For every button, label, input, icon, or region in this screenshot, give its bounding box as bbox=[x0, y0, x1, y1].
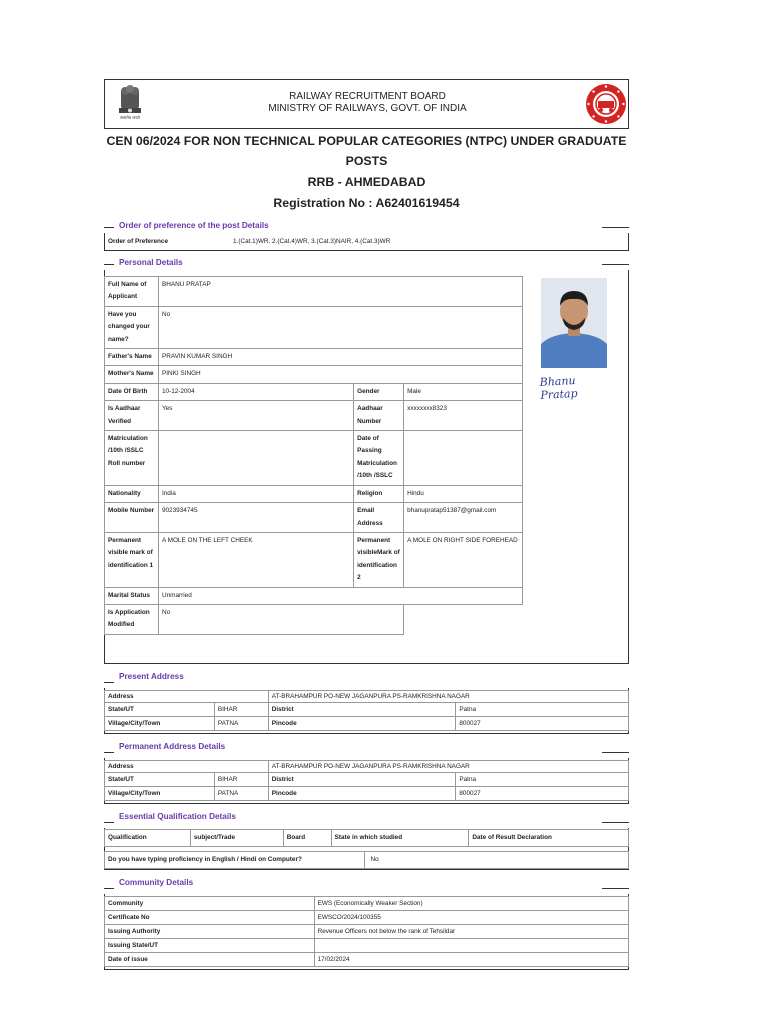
exam-title-line1: CEN 06/2024 FOR NON TECHNICAL POPULAR CATEGORIES (NTPC) UNDER GRADUATE bbox=[106, 134, 627, 148]
typing-value: No bbox=[364, 852, 628, 869]
permanent-state-label: State/UT bbox=[105, 773, 215, 787]
present-pincode-value: 800027 bbox=[456, 717, 629, 731]
exam-title-line2: POSTS bbox=[345, 154, 388, 168]
table-row bbox=[105, 485, 523, 502]
table-row bbox=[105, 773, 629, 787]
applicant-photo bbox=[541, 278, 607, 368]
modified-label: Is Application Modified bbox=[105, 604, 159, 634]
permanent-district-label: District bbox=[268, 773, 456, 787]
mark1-value: A MOLE ON THE LEFT CHEEK bbox=[158, 532, 353, 587]
table-row bbox=[105, 277, 523, 307]
gender-label: Gender bbox=[354, 383, 404, 400]
present-state-value: BIHAR bbox=[214, 703, 268, 717]
present-pincode-label: Pincode bbox=[268, 717, 456, 731]
table-row bbox=[105, 306, 523, 348]
full-name-label: Full Name of Applicant bbox=[105, 277, 159, 307]
section-title-preference: Order of preference of the post Details bbox=[116, 221, 272, 230]
issuing-state-label: Issuing State/UT bbox=[105, 939, 315, 953]
father-name-label: Father's Name bbox=[105, 349, 159, 366]
religion-value: Hindu bbox=[404, 485, 523, 502]
qualification-table bbox=[104, 829, 629, 847]
issue-date-value: 17/02/2024 bbox=[314, 953, 628, 967]
changed-name-value: No bbox=[158, 306, 522, 348]
authority-value: Revenue Officers not below the rank of Tehsildar bbox=[314, 925, 628, 939]
issuing-state-value bbox=[314, 939, 628, 953]
permanent-village-value: PATNA bbox=[214, 787, 268, 801]
section-title-community: Community Details bbox=[116, 878, 196, 887]
present-district-value: Patna bbox=[456, 703, 629, 717]
mark2-label: Permanent visibleMark of identification 2 bbox=[354, 532, 404, 587]
nationality-label: Nationality bbox=[105, 485, 159, 502]
table-row bbox=[105, 953, 629, 967]
table-row bbox=[105, 852, 629, 869]
email-value: bhanupratap51387@gmail.com bbox=[404, 503, 523, 533]
permanent-address-table bbox=[104, 760, 629, 801]
certificate-value: EWSCO/2024/100355 bbox=[314, 911, 628, 925]
matric-roll-label: Matriculation /10th /SSLC Roll number bbox=[105, 431, 159, 486]
community-value: EWS (Economically Weaker Section) bbox=[314, 897, 628, 911]
mother-name-label: Mother's Name bbox=[105, 366, 159, 383]
marital-value: Unmarried bbox=[158, 587, 522, 604]
aadhaar-verified-value: Yes bbox=[158, 401, 353, 431]
emblem-caption: सत्यमेव जयते bbox=[120, 115, 140, 120]
matric-date-value bbox=[404, 431, 523, 486]
present-district-label: District bbox=[268, 703, 456, 717]
permanent-village-label: Village/City/Town bbox=[105, 787, 215, 801]
modified-value: No bbox=[158, 604, 403, 634]
header-line2: MINISTRY OF RAILWAYS, GOVT. OF INDIA bbox=[268, 103, 467, 114]
present-address-value: AT-BRAHAMPUR PO-NEW JAGANPURA PS-RAMKRISHNA NAGAR bbox=[268, 691, 628, 703]
mother-name-value: PINKI SINGH bbox=[158, 366, 522, 383]
table-row bbox=[105, 717, 629, 731]
mobile-label: Mobile Number bbox=[105, 503, 159, 533]
preference-label: Order of Preference bbox=[108, 238, 169, 245]
dob-value: 10-12-2004 bbox=[158, 383, 353, 400]
table-row bbox=[105, 401, 523, 431]
header-box bbox=[104, 79, 629, 129]
father-name-value: PRAVIN KUMAR SINGH bbox=[158, 349, 522, 366]
permanent-district-value: Patna bbox=[456, 773, 629, 787]
present-address-label: Address bbox=[105, 691, 269, 703]
present-address-table bbox=[104, 690, 629, 731]
table-row bbox=[105, 366, 523, 383]
table-row bbox=[105, 349, 523, 366]
matric-roll-value bbox=[158, 431, 353, 486]
nationality-value: India bbox=[158, 485, 353, 502]
aadhaar-number-label: Aadhaar Number bbox=[354, 401, 404, 431]
applicant-signature: Bhanu Pratap bbox=[539, 374, 578, 402]
matric-date-label: Date of Passing Matriculation /10th /SSLC bbox=[354, 431, 404, 486]
full-name-value: BHANU PRATAP bbox=[158, 277, 522, 307]
religion-label: Religion bbox=[354, 485, 404, 502]
authority-label: Issuing Authority bbox=[105, 925, 315, 939]
issue-date-label: Date of issue bbox=[105, 953, 315, 967]
present-state-label: State/UT bbox=[105, 703, 215, 717]
header-line1: RAILWAY RECRUITMENT BOARD bbox=[289, 91, 446, 102]
board-name: RRB - AHMEDABAD bbox=[307, 175, 426, 189]
table-row bbox=[105, 503, 523, 533]
permanent-pincode-value: 800027 bbox=[456, 787, 629, 801]
table-row bbox=[105, 911, 629, 925]
table-row bbox=[105, 532, 523, 587]
gender-value: Male bbox=[404, 383, 523, 400]
table-row bbox=[105, 587, 523, 604]
aadhaar-verified-label: Is Aadhaar Verified bbox=[105, 401, 159, 431]
certificate-label: Certificate No bbox=[105, 911, 315, 925]
table-row bbox=[105, 703, 629, 717]
personal-details-table bbox=[104, 276, 523, 635]
col-subject: subject/Trade bbox=[190, 830, 283, 847]
aadhaar-number-value: xxxxxxxx8323 bbox=[404, 401, 523, 431]
table-row bbox=[105, 830, 629, 847]
community-label: Community bbox=[105, 897, 315, 911]
present-village-value: PATNA bbox=[214, 717, 268, 731]
permanent-address-label: Address bbox=[105, 761, 269, 773]
col-result-date: Date of Result Declaration bbox=[469, 830, 629, 847]
table-row bbox=[105, 431, 523, 486]
table-row bbox=[105, 939, 629, 953]
community-table bbox=[104, 896, 629, 967]
section-title-permanent-address: Permanent Address Details bbox=[116, 742, 228, 751]
col-board: Board bbox=[283, 830, 331, 847]
table-row bbox=[105, 925, 629, 939]
changed-name-label: Have you changed your name? bbox=[105, 306, 159, 348]
typing-label: Do you have typing proficiency in English / Hindi on Computer? bbox=[105, 852, 365, 869]
col-qualification: Qualification bbox=[105, 830, 191, 847]
marital-label: Marital Status bbox=[105, 587, 159, 604]
typing-table bbox=[104, 851, 629, 869]
mobile-value: 9023934745 bbox=[158, 503, 353, 533]
registration-number: Registration No : A62401619454 bbox=[273, 196, 460, 210]
preference-value: 1.(Cat.1)WR, 2.(Cat.4)WR, 3.(Cat.3)NAIR, 4.(Cat.3)WR bbox=[233, 238, 391, 245]
indian-railways-logo-icon bbox=[585, 83, 627, 125]
table-row bbox=[105, 691, 629, 703]
table-row bbox=[105, 604, 523, 634]
table-row bbox=[105, 897, 629, 911]
table-row bbox=[105, 787, 629, 801]
section-title-present-address: Present Address bbox=[116, 672, 187, 681]
section-title-personal: Personal Details bbox=[116, 258, 186, 267]
section-title-qualification: Essential Qualification Details bbox=[116, 812, 239, 821]
table-row bbox=[105, 383, 523, 400]
email-label: Email Address bbox=[354, 503, 404, 533]
present-village-label: Village/City/Town bbox=[105, 717, 215, 731]
mark2-value: A MOLE ON RIGHT SIDE FOREHEAD bbox=[404, 532, 523, 587]
permanent-state-value: BIHAR bbox=[214, 773, 268, 787]
dob-label: Date Of Birth bbox=[105, 383, 159, 400]
table-row bbox=[105, 761, 629, 773]
col-state: State in which studied bbox=[331, 830, 469, 847]
permanent-address-value: AT-BRAHAMPUR PO-NEW JAGANPURA PS-RAMKRISHNA NAGAR bbox=[268, 761, 628, 773]
mark1-label: Permanent visible mark of identification 1 bbox=[105, 532, 159, 587]
permanent-pincode-label: Pincode bbox=[268, 787, 456, 801]
